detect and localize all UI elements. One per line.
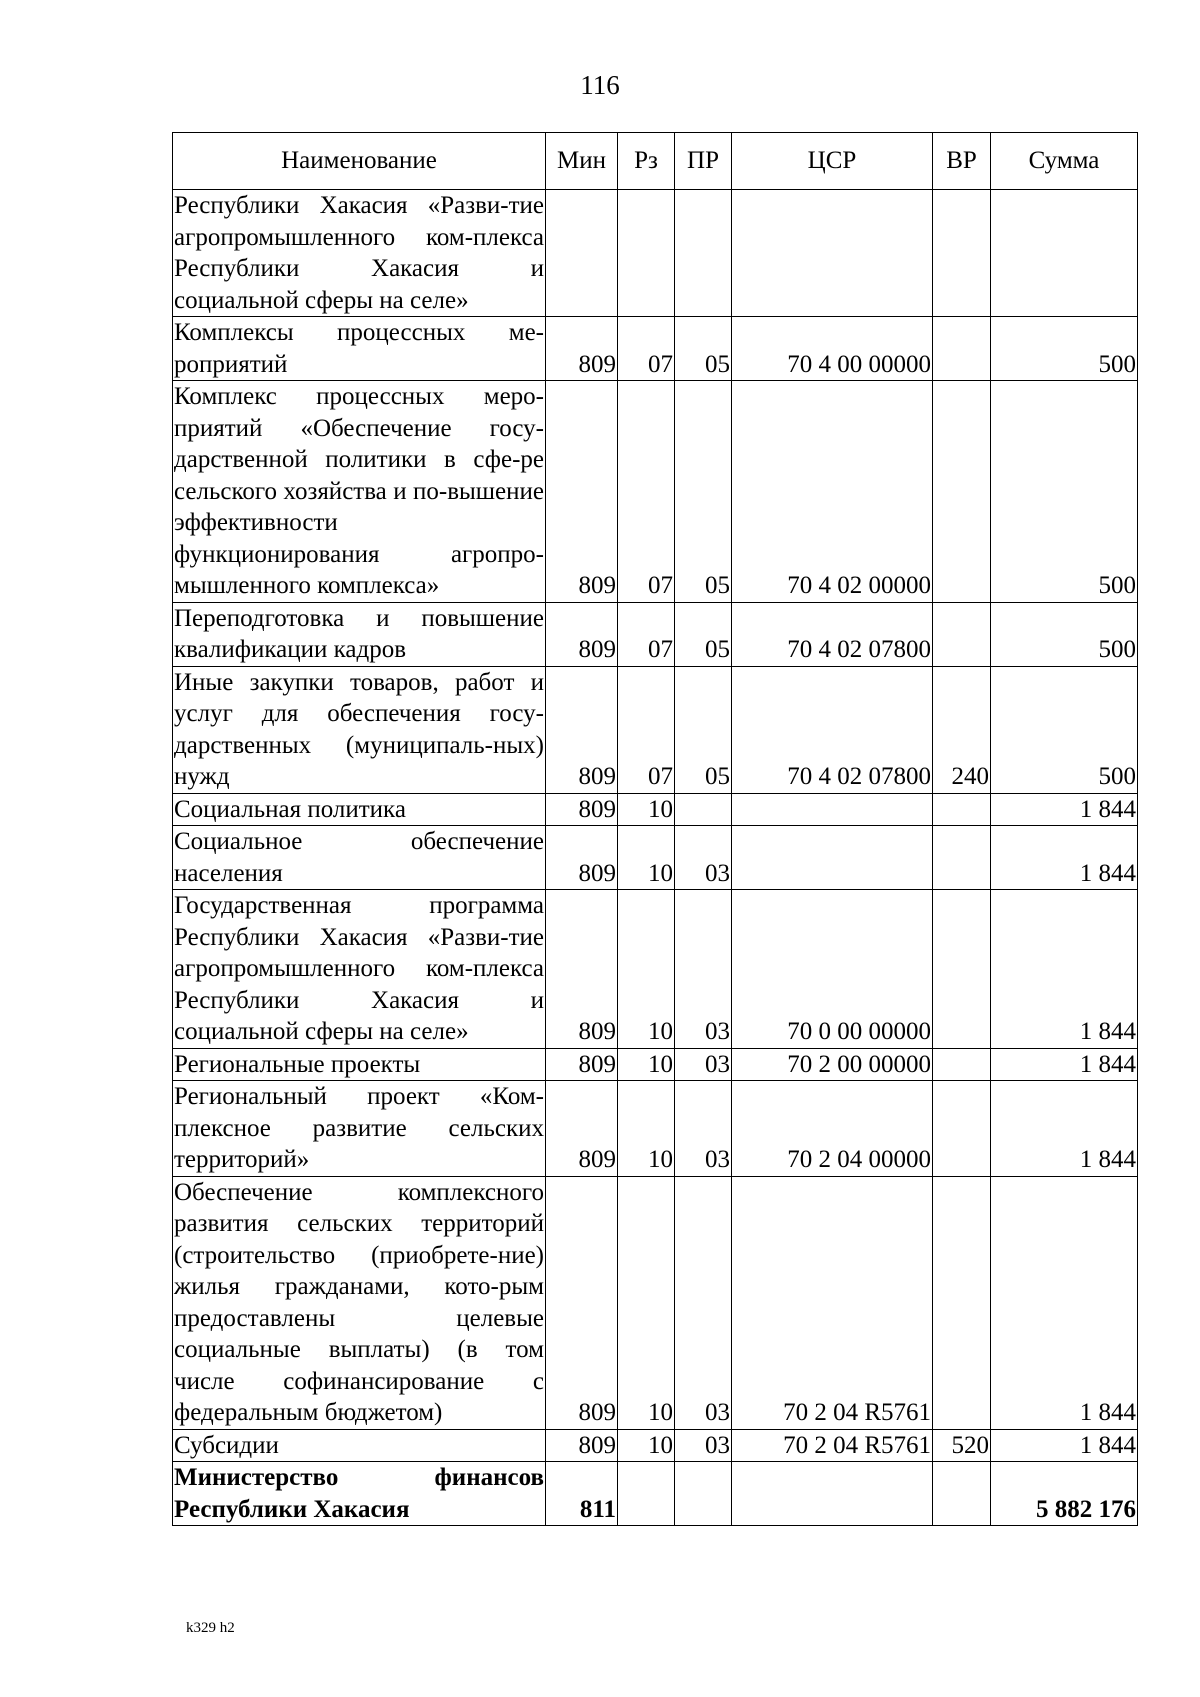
cell-csr: 70 2 00 00000 <box>732 1048 933 1081</box>
cell-pr: 05 <box>675 381 732 603</box>
cell-name: Комплексы процессных ме-роприятий <box>173 317 546 381</box>
cell-sum: 1 844 <box>991 1081 1138 1177</box>
cell-sum: 500 <box>991 317 1138 381</box>
cell-min <box>546 190 618 317</box>
cell-csr: 70 2 04 R5761 <box>732 1429 933 1462</box>
cell-name: Социальная политика <box>173 793 546 826</box>
cell-csr: 70 4 02 07800 <box>732 666 933 793</box>
cell-min: 809 <box>546 826 618 890</box>
cell-csr: 70 4 02 07800 <box>732 602 933 666</box>
cell-csr: 70 4 02 00000 <box>732 381 933 603</box>
cell-name: Государственная программа Республики Хакасия «Разви-тие агропромышленного ком-плекса Республики Хакасия и социальной сферы на селе» <box>173 890 546 1049</box>
cell-pr: 05 <box>675 602 732 666</box>
cell-min: 809 <box>546 1429 618 1462</box>
cell-vr <box>933 602 991 666</box>
cell-name: Республики Хакасия «Разви-тие агропромышленного ком-плекса Республики Хакасия и социальной сферы на селе» <box>173 190 546 317</box>
cell-sum: 500 <box>991 602 1138 666</box>
cell-vr <box>933 1081 991 1177</box>
cell-pr <box>675 190 732 317</box>
table-row <box>173 666 1138 793</box>
cell-csr: 70 0 00 00000 <box>732 890 933 1049</box>
table-row <box>173 1429 1138 1462</box>
cell-vr <box>933 317 991 381</box>
cell-rz: 10 <box>618 1176 675 1429</box>
cell-pr: 05 <box>675 666 732 793</box>
cell-min: 809 <box>546 793 618 826</box>
cell-name: Министерство финансов Республики Хакасия <box>173 1462 546 1526</box>
header-pr: ПР <box>675 133 732 190</box>
cell-vr <box>933 1176 991 1429</box>
cell-csr <box>732 190 933 317</box>
cell-sum: 1 844 <box>991 793 1138 826</box>
cell-min: 809 <box>546 1048 618 1081</box>
cell-min: 809 <box>546 666 618 793</box>
table-row <box>173 602 1138 666</box>
header-sum: Сумма <box>991 133 1138 190</box>
cell-csr: 70 2 04 00000 <box>732 1081 933 1177</box>
page-number: 116 <box>580 70 620 100</box>
header-csr: ЦСР <box>732 133 933 190</box>
cell-sum: 1 844 <box>991 1429 1138 1462</box>
cell-pr: 03 <box>675 1176 732 1429</box>
cell-rz: 10 <box>618 1429 675 1462</box>
cell-sum: 1 844 <box>991 826 1138 890</box>
table-row <box>173 190 1138 317</box>
cell-pr: 03 <box>675 826 732 890</box>
header-name: Наименование <box>173 133 546 190</box>
cell-name: Комплекс процессных меро-приятий «Обеспечение госу-дарственной политики в сфе-ре сельского хозяйства и по-вышение эффективности функционирования агропро-мышленного комплекса» <box>173 381 546 603</box>
table-row <box>173 1048 1138 1081</box>
cell-min: 809 <box>546 1081 618 1177</box>
cell-name: Региональный проект «Ком-плексное развитие сельских территорий» <box>173 1081 546 1177</box>
table-row <box>173 890 1138 1049</box>
table-row <box>173 1081 1138 1177</box>
table-row <box>173 826 1138 890</box>
cell-vr: 520 <box>933 1429 991 1462</box>
cell-rz: 07 <box>618 666 675 793</box>
header-min: Мин <box>546 133 618 190</box>
cell-sum: 1 844 <box>991 1176 1138 1429</box>
budget-table <box>172 132 1138 1526</box>
cell-min: 809 <box>546 602 618 666</box>
cell-vr <box>933 1462 991 1526</box>
cell-rz: 10 <box>618 793 675 826</box>
cell-sum: 500 <box>991 381 1138 603</box>
cell-sum <box>991 190 1138 317</box>
cell-csr <box>732 1462 933 1526</box>
cell-vr <box>933 890 991 1049</box>
table-row <box>173 317 1138 381</box>
footer-code: k329 h2 <box>186 1620 235 1636</box>
cell-pr <box>675 793 732 826</box>
cell-vr <box>933 826 991 890</box>
cell-sum: 1 844 <box>991 1048 1138 1081</box>
cell-pr <box>675 1462 732 1526</box>
cell-rz: 10 <box>618 1048 675 1081</box>
cell-rz: 07 <box>618 317 675 381</box>
cell-name: Социальное обеспечение населения <box>173 826 546 890</box>
cell-vr <box>933 793 991 826</box>
cell-pr: 03 <box>675 1429 732 1462</box>
cell-min: 809 <box>546 317 618 381</box>
cell-csr: 70 2 04 R5761 <box>732 1176 933 1429</box>
cell-vr <box>933 1048 991 1081</box>
cell-rz <box>618 1462 675 1526</box>
cell-min: 811 <box>546 1462 618 1526</box>
cell-vr <box>933 190 991 317</box>
header-rz: Рз <box>618 133 675 190</box>
table-row <box>173 793 1138 826</box>
cell-rz: 07 <box>618 602 675 666</box>
cell-pr: 03 <box>675 890 732 1049</box>
cell-vr: 240 <box>933 666 991 793</box>
cell-vr <box>933 381 991 603</box>
cell-sum: 5 882 176 <box>991 1462 1138 1526</box>
cell-sum: 500 <box>991 666 1138 793</box>
table-header-row <box>173 133 1138 190</box>
cell-name: Переподготовка и повышение квалификации кадров <box>173 602 546 666</box>
cell-rz: 10 <box>618 826 675 890</box>
cell-rz <box>618 190 675 317</box>
cell-name: Субсидии <box>173 1429 546 1462</box>
table-row <box>173 381 1138 603</box>
cell-sum: 1 844 <box>991 890 1138 1049</box>
cell-min: 809 <box>546 890 618 1049</box>
cell-name: Обеспечение комплексного развития сельских территорий (строительство (приобрете-ние) жилья гражданами, кото-рым предоставлены целевые социальные выплаты) (в том числе софинансирование с федеральным бюджетом) <box>173 1176 546 1429</box>
cell-csr: 70 4 00 00000 <box>732 317 933 381</box>
cell-rz: 10 <box>618 1081 675 1177</box>
cell-min: 809 <box>546 1176 618 1429</box>
cell-csr <box>732 826 933 890</box>
cell-rz: 10 <box>618 890 675 1049</box>
header-vr: ВР <box>933 133 991 190</box>
cell-min: 809 <box>546 381 618 603</box>
cell-name: Региональные проекты <box>173 1048 546 1081</box>
cell-pr: 05 <box>675 317 732 381</box>
cell-pr: 03 <box>675 1081 732 1177</box>
cell-rz: 07 <box>618 381 675 603</box>
table-row-total <box>173 1462 1138 1526</box>
cell-csr <box>732 793 933 826</box>
cell-name: Иные закупки товаров, работ и услуг для обеспечения госу-дарственных (муниципаль-ных) нужд <box>173 666 546 793</box>
table-row <box>173 1176 1138 1429</box>
cell-pr: 03 <box>675 1048 732 1081</box>
